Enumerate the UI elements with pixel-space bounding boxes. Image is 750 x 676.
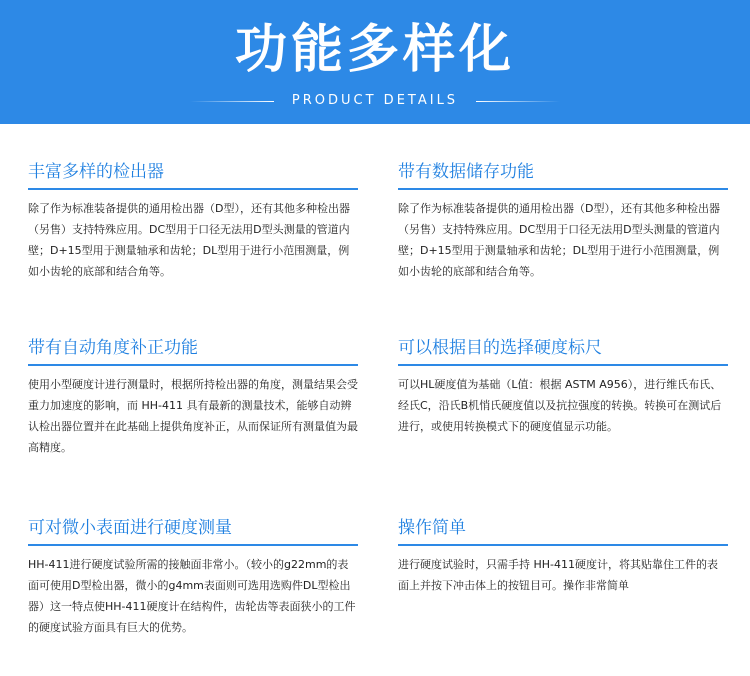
feature-description: HH-411进行硬度试验所需的接触面非常小。（较小的g22mm的表面可使用D型检出器，微小的g4mm表面则可选用选购件DL型检出器）这一特点使HH-411硬度计在结构件，齿轮齿等表面狭小的工件的硬度试验方面具有巨大的优势。 bbox=[28, 558, 356, 634]
feature-hardness-scale bbox=[398, 336, 728, 437]
page-title: 功能多样化 bbox=[234, 20, 515, 80]
feature-title: 带有数据储存功能 bbox=[398, 162, 534, 182]
feature-divider bbox=[28, 364, 358, 366]
feature-title: 操作简单 bbox=[398, 518, 466, 538]
feature-divider bbox=[28, 544, 358, 546]
feature-easy-operation bbox=[398, 516, 728, 596]
feature-divider bbox=[398, 188, 728, 190]
feature-title: 带有自动角度补正功能 bbox=[28, 338, 198, 358]
feature-divider bbox=[28, 188, 358, 190]
feature-detectors bbox=[28, 160, 358, 282]
feature-title: 可以根据目的选择硬度标尺 bbox=[398, 338, 602, 358]
feature-data-storage bbox=[398, 160, 728, 282]
subtitle-divider-right bbox=[476, 101, 560, 102]
page-subtitle: PRODUCT DETAILS bbox=[291, 93, 459, 108]
feature-description: 进行硬度试验时，只需手持 HH-411硬度计，将其贴靠住工件的表面上并按下冲击体上的按钮目可。操作非常简单 bbox=[398, 558, 719, 592]
feature-description: 使用小型硬度计进行测量时，根据所持检出器的角度，测量结果会受重力加速度的影响，而 HH-411 具有最新的测量技术，能够自动辨认检出器位置并在此基础上提供角度补正，从而保证所有测量值为最高精度。 bbox=[28, 378, 358, 454]
feature-description: 除了作为标准装备提供的通用检出器（D型），还有其他多种检出器（另售）支持特殊应用。DC型用于口径无法用D型头测量的管道内壁；D+15型用于测量轴承和齿轮；DL型用于进行小范围测量，例如小齿轮的底部和结合角等。 bbox=[398, 202, 720, 278]
header-banner bbox=[0, 0, 750, 124]
subtitle-row bbox=[0, 90, 750, 112]
feature-title: 丰富多样的检出器 bbox=[28, 162, 164, 182]
subtitle-divider-left bbox=[190, 101, 274, 102]
feature-title: 可对微小表面进行硬度测量 bbox=[28, 518, 232, 538]
feature-divider bbox=[398, 544, 728, 546]
feature-divider bbox=[398, 364, 728, 366]
feature-description: 除了作为标准装备提供的通用检出器（D型），还有其他多种检出器（另售）支持特殊应用。DC型用于口径无法用D型头测量的管道内壁；D+15型用于测量轴承和齿轮；DL型用于进行小范围测量，例如小齿轮的底部和结合角等。 bbox=[28, 202, 350, 278]
feature-angle-correction bbox=[28, 336, 358, 458]
feature-small-surface bbox=[28, 516, 358, 638]
feature-description: 可以HL硬度值为基础（L值：根据 ASTM A956），进行维氏布氏、经氏C，沿氏B机悄氏硬度值以及抗拉强度的转换。转换可在测试后进行，或使用转换模式下的硬度值显示功能。 bbox=[398, 378, 722, 433]
